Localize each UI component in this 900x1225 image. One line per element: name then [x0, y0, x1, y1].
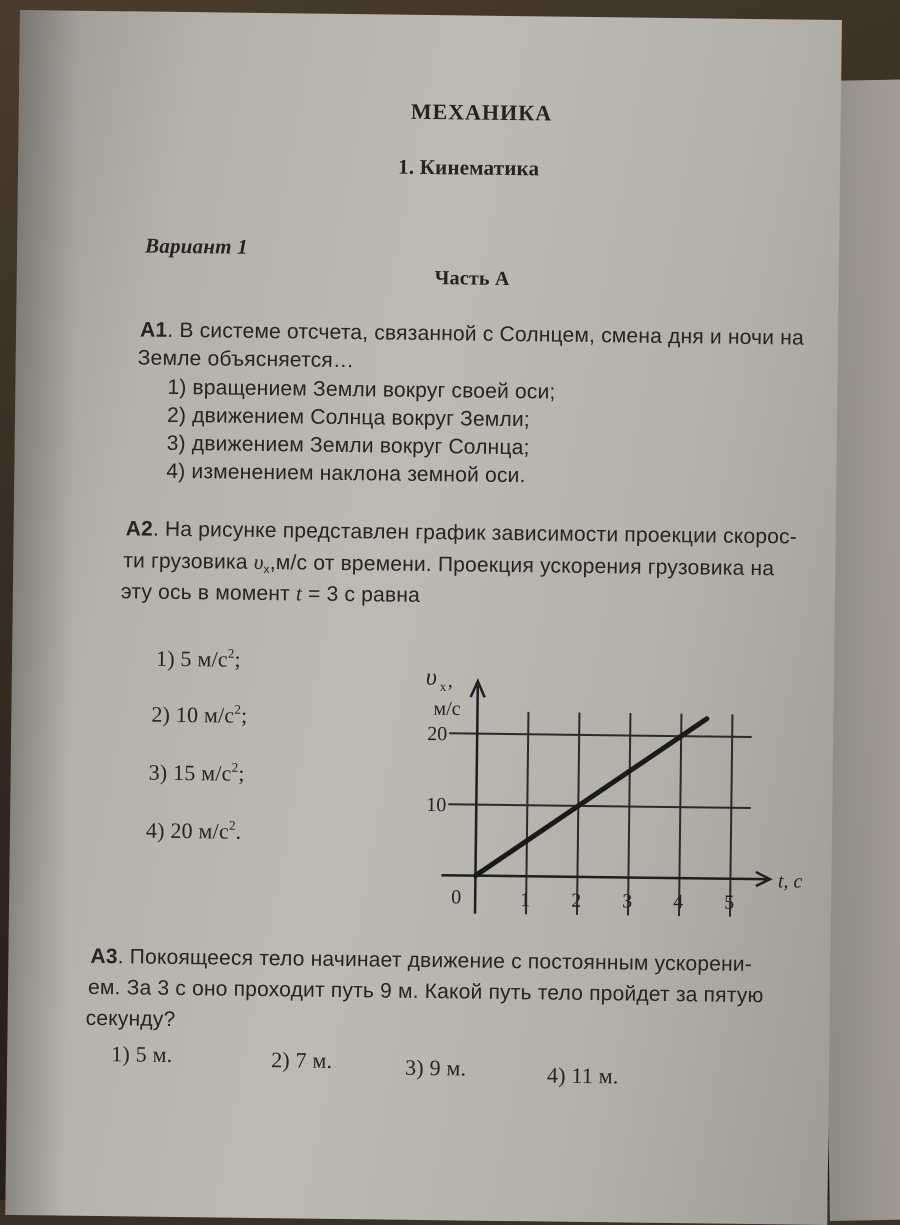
- velocity-symbol: υ: [253, 549, 264, 575]
- x-tick-label: 1: [520, 889, 531, 912]
- x-tick-label: 5: [724, 891, 735, 914]
- question-a1: [140, 318, 804, 350]
- grid-line-vertical: [679, 714, 681, 916]
- answer-option: 2) движением Солнца вокруг Земли;: [166, 403, 531, 432]
- answer-option: [156, 646, 241, 673]
- grid-line-vertical: [526, 712, 528, 914]
- y-axis-label-unit: м/с: [433, 697, 461, 721]
- question-text: . На рисунке представлен график зависимости проекции скорос-: [152, 517, 798, 549]
- part-label: Часть А: [434, 267, 510, 291]
- answer-option: [146, 818, 242, 845]
- superscript: 2: [228, 817, 236, 833]
- x-tick-label: 3: [622, 890, 633, 913]
- question-text-line: [123, 548, 774, 581]
- variant-label: Вариант 1: [144, 233, 249, 259]
- grid-line-horizontal: [448, 804, 750, 808]
- answer-option: 2) 7 м.: [271, 1047, 333, 1073]
- page-title: МЕХАНИКА: [410, 98, 553, 126]
- question-number: А3: [90, 944, 118, 969]
- y-axis-label-comma: ,: [447, 669, 453, 692]
- velocity-time-chart: [413, 631, 837, 936]
- option-text: 1) 5 м/с: [155, 645, 228, 672]
- answer-option: 3) 9 м.: [404, 1054, 467, 1081]
- option-end: .: [235, 818, 242, 844]
- question-number: А1: [139, 318, 168, 342]
- grid-line-vertical: [628, 713, 630, 915]
- y-axis-label-subscript: x: [439, 678, 447, 694]
- y-axis-label-symbol: υ: [425, 664, 438, 691]
- answer-option: 1) 5 м.: [111, 1041, 173, 1067]
- x-axis-label: t, с: [777, 870, 803, 893]
- text-fragment: ,м/с от времени. Проекция ускорения грузовика на: [269, 551, 775, 581]
- x-tick-label: 2: [571, 889, 582, 912]
- option-text: 4) 20 м/с: [145, 817, 230, 844]
- question-text-line: ем. За 3 с оно проходит путь 9 м. Какой путь тело пройдет за пятую: [87, 975, 764, 1008]
- option-end: ;: [238, 760, 245, 786]
- subscript: x: [263, 562, 270, 577]
- question-number: А2: [125, 517, 154, 541]
- superscript: 2: [227, 645, 235, 661]
- question-a3: [90, 945, 752, 977]
- question-text: . В системе отсчета, связанной с Солнцем, смена дня и ночи на: [167, 318, 805, 350]
- y-tick-label: 20: [427, 723, 448, 746]
- grid-line-vertical: [577, 712, 579, 914]
- option-text: 2) 10 м/с: [151, 701, 235, 728]
- text-fragment: эту ось в момент: [120, 580, 297, 606]
- y-axis: [475, 685, 478, 913]
- question-text: . Покоящееся тело начинает движение с постоянным ускорени-: [117, 945, 753, 977]
- answer-option: 4) 11 м.: [546, 1062, 619, 1089]
- origin-label: 0: [451, 886, 462, 909]
- option-text: 3) 15 м/с: [148, 759, 232, 786]
- grid-line-vertical: [730, 714, 732, 916]
- option-end: ;: [234, 646, 241, 672]
- text-fragment: ти грузовика: [123, 549, 254, 574]
- x-axis: [441, 875, 767, 879]
- y-tick-label: 10: [426, 794, 447, 817]
- answer-option: 4) изменением наклона земной оси.: [166, 459, 526, 488]
- answer-option: [149, 760, 245, 787]
- answer-option: 3) движением Земли вокруг Солнца;: [166, 431, 530, 460]
- grid-line-horizontal: [449, 733, 751, 737]
- answer-option: [151, 702, 247, 729]
- superscript: 2: [234, 701, 242, 717]
- book-page: [5, 10, 842, 1225]
- text-fragment: = 3 с равна: [301, 582, 421, 607]
- question-a2: [126, 517, 798, 549]
- question-text-line: Земле объясняется…: [137, 346, 355, 373]
- time-symbol: t: [295, 581, 303, 606]
- superscript: 2: [231, 759, 239, 775]
- chapter-title: 1. Кинематика: [397, 154, 540, 181]
- x-tick-label: 4: [673, 891, 684, 914]
- question-text-line: [121, 579, 420, 608]
- velocity-line: [475, 716, 706, 879]
- option-end: ;: [240, 702, 248, 728]
- answer-option: 1) вращением Земли вокруг своей оси;: [167, 375, 556, 404]
- question-text-line: секунду?: [85, 1006, 176, 1031]
